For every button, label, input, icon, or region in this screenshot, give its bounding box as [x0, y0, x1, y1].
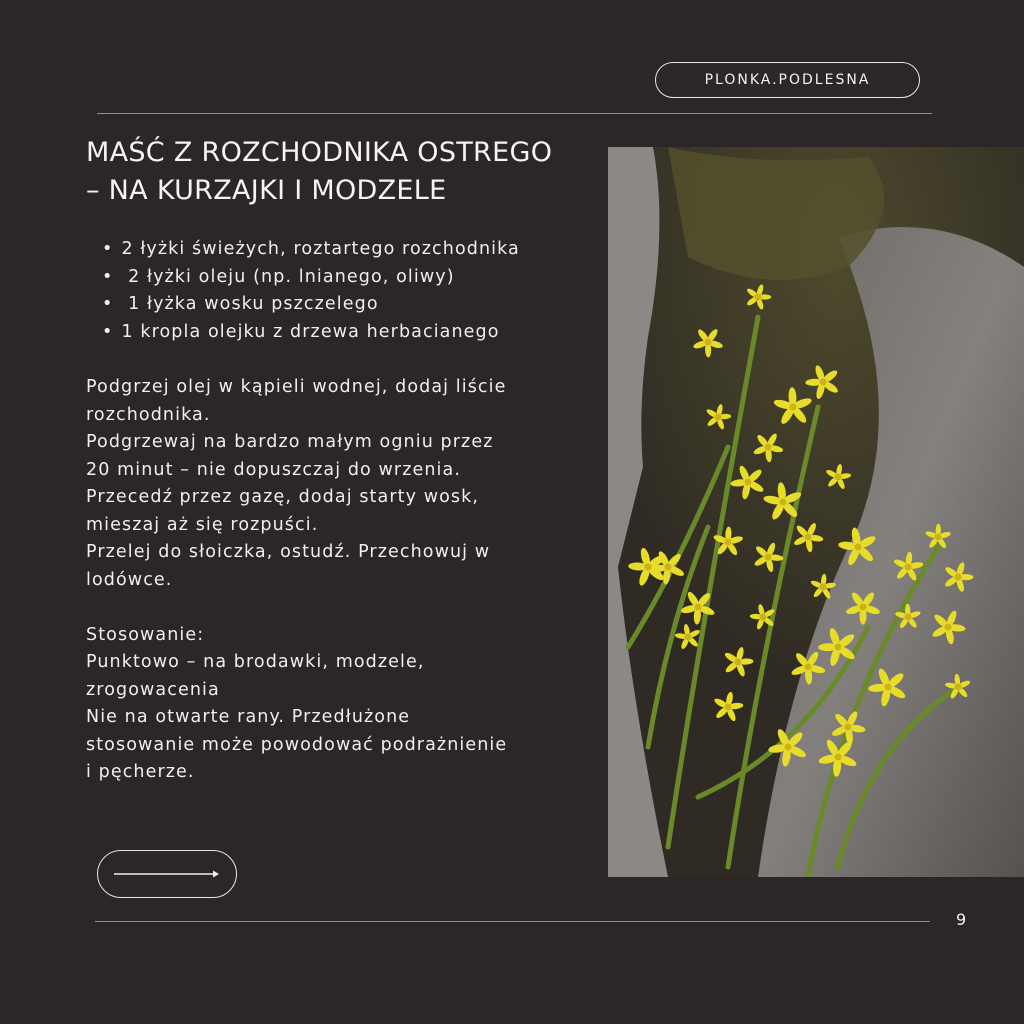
page-number: 9 [956, 910, 967, 929]
title-line-1: MAŚĆ Z ROZCHODNIKA OSTREGO [86, 137, 553, 168]
instruction-line: Podgrzej olej w kąpieli wodnej, dodaj liście [86, 377, 507, 397]
next-button[interactable] [97, 850, 237, 898]
recipe-text [86, 374, 606, 787]
usage-line: Punktowo – na brodawki, modzele, [86, 652, 425, 672]
ingredient-item: • 1 kropla olejku z drzewa herbacianego [102, 319, 520, 347]
instruction-line: Przelej do słoiczka, ostudź. Przechowuj w [86, 542, 491, 562]
instruction-line: rozchodnika. [86, 404, 211, 425]
page-title [86, 134, 606, 210]
arrow-right-icon [113, 868, 221, 880]
title-line-2: – NA KURZAJKI I MODZELE [86, 175, 447, 206]
instruction-line: mieszaj aż się rozpuści. [86, 514, 319, 535]
ingredient-item: • 2 łyżki świeżych, roztartego rozchodnika [102, 236, 520, 264]
bottom-divider [95, 921, 930, 922]
stonecrop-illustration [608, 147, 1024, 877]
usage-line: stosowanie może powodować podrażnienie [86, 734, 508, 755]
instruction-line: 20 minut – nie dopuszczaj do wrzenia. [86, 459, 461, 480]
top-divider [97, 113, 932, 114]
account-handle-text: PLONKA.PODLESNA [704, 72, 871, 88]
ingredient-item: • 1 łyżka wosku pszczelego [102, 291, 520, 319]
account-handle-badge[interactable] [655, 62, 920, 98]
paragraph-gap [86, 594, 606, 622]
usage-line: Nie na otwarte rany. Przedłużone [86, 707, 411, 727]
ingredient-list [102, 236, 520, 346]
instruction-line: lodówce. [86, 569, 173, 590]
instruction-line: Przecedź przez gazę, dodaj starty wosk, [86, 487, 480, 507]
usage-heading: Stosowanie: [86, 624, 205, 645]
instruction-line: Podgrzewaj na bardzo małym ogniu przez [86, 432, 494, 452]
usage-line: zrogowacenia [86, 679, 220, 700]
usage-line: i pęcherze. [86, 762, 195, 782]
ingredient-item: • 2 łyżki oleju (np. lnianego, oliwy) [102, 264, 520, 292]
stonecrop-photo [608, 147, 1024, 877]
